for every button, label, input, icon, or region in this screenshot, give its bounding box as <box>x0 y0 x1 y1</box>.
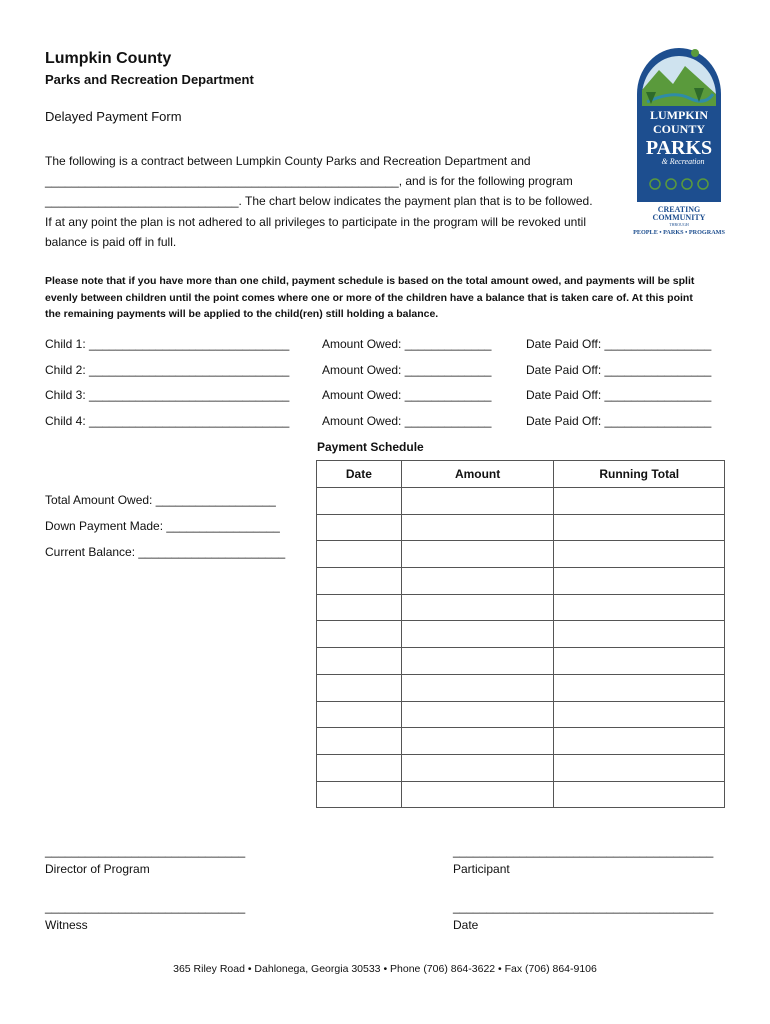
logo-tagline-community: COMMUNITY <box>652 213 706 222</box>
column-header-date: Date <box>317 461 402 488</box>
date-cell[interactable] <box>317 781 402 808</box>
child-1-date-paid-off[interactable]: Date Paid Off: ________________ <box>526 337 712 351</box>
schedule-header-row <box>317 461 725 488</box>
amount-cell[interactable] <box>401 488 554 515</box>
schedule-row <box>317 781 725 808</box>
child-2-field[interactable]: Child 2: ______________________________ <box>45 363 290 377</box>
date-cell[interactable] <box>317 541 402 568</box>
footer-contact: 365 Riley Road • Dahlonega, Georgia 30533 • Phone (706) 864-3622 • Fax (706) 864-9106 <box>173 963 597 975</box>
schedule-row <box>317 594 725 621</box>
participant-label: Participant <box>453 862 510 876</box>
running-total-cell[interactable] <box>554 674 725 701</box>
logo-tagline-ppp: PEOPLE • PARKS • PROGRAMS <box>633 229 725 236</box>
payment-schedule-table <box>316 460 725 808</box>
logo-text-county: COUNTY <box>652 122 706 136</box>
contract-line-5: balance is paid off in full. <box>45 234 177 249</box>
director-label: Director of Program <box>45 862 150 876</box>
county-title: Lumpkin County <box>45 50 172 67</box>
running-total-cell[interactable] <box>554 514 725 541</box>
child-3-date-paid-off[interactable]: Date Paid Off: ________________ <box>526 388 712 402</box>
schedule-row <box>317 621 725 648</box>
contract-line-4: If at any point the plan is not adhered to all privileges to participate in the program will be revoked until <box>45 214 586 229</box>
amount-cell[interactable] <box>401 728 554 755</box>
child-4-amount-owed[interactable]: Amount Owed: _____________ <box>322 414 492 428</box>
date-cell[interactable] <box>317 701 402 728</box>
logo-text-parks: PARKS <box>645 137 713 159</box>
date-cell[interactable] <box>317 648 402 675</box>
date-cell[interactable] <box>317 674 402 701</box>
schedule-row <box>317 514 725 541</box>
schedule-row <box>317 701 725 728</box>
child-4-field[interactable]: Child 4: ______________________________ <box>45 414 290 428</box>
amount-cell[interactable] <box>401 701 554 728</box>
amount-cell[interactable] <box>401 594 554 621</box>
amount-cell[interactable] <box>401 621 554 648</box>
running-total-cell[interactable] <box>554 594 725 621</box>
logo-sun-icon <box>691 49 699 57</box>
contract-line-2-participant-field[interactable]: _____________________________________________________, and is for the following program <box>45 174 573 189</box>
date-signature-line[interactable]: _______________________________________ <box>453 900 714 914</box>
child-1-field[interactable]: Child 1: ______________________________ <box>45 337 290 351</box>
schedule-row <box>317 648 725 675</box>
schedule-row <box>317 754 725 781</box>
date-cell[interactable] <box>317 754 402 781</box>
contract-line-3-program-field[interactable]: _____________________________. The chart below indicates the payment plan that is to be followed. <box>45 194 593 209</box>
running-total-cell[interactable] <box>554 541 725 568</box>
note-line-1: Please note that if you have more than one child, payment schedule is based on the total amount owed, and payments will be split <box>45 275 695 287</box>
witness-signature-line[interactable]: ______________________________ <box>45 900 246 914</box>
running-total-cell[interactable] <box>554 648 725 675</box>
date-cell[interactable] <box>317 621 402 648</box>
date-cell[interactable] <box>317 568 402 595</box>
current-balance-field[interactable]: Current Balance: ______________________ <box>45 545 286 559</box>
amount-cell[interactable] <box>401 674 554 701</box>
schedule-row <box>317 541 725 568</box>
running-total-cell[interactable] <box>554 488 725 515</box>
logo-tagline-creating: CREATING <box>657 205 701 214</box>
participant-signature-line[interactable]: _______________________________________ <box>453 844 714 858</box>
logo-text-lumpkin: LUMPKIN <box>650 108 708 122</box>
column-header-amount: Amount <box>401 461 554 488</box>
child-1-amount-owed[interactable]: Amount Owed: _____________ <box>322 337 492 351</box>
contract-line-1: The following is a contract between Lumpkin County Parks and Recreation Department and <box>45 154 531 168</box>
director-signature-line[interactable]: ______________________________ <box>45 844 246 858</box>
down-payment-field[interactable]: Down Payment Made: _________________ <box>45 519 280 533</box>
column-header-running-total: Running Total <box>554 461 725 488</box>
child-2-date-paid-off[interactable]: Date Paid Off: ________________ <box>526 363 712 377</box>
amount-cell[interactable] <box>401 781 554 808</box>
payment-schedule-title: Payment Schedule <box>317 440 424 454</box>
schedule-row <box>317 488 725 515</box>
date-label: Date <box>453 918 479 932</box>
lumpkin-parks-logo <box>633 44 725 236</box>
date-cell[interactable] <box>317 488 402 515</box>
child-3-amount-owed[interactable]: Amount Owed: _____________ <box>322 388 492 402</box>
schedule-row <box>317 568 725 595</box>
schedule-row <box>317 728 725 755</box>
running-total-cell[interactable] <box>554 781 725 808</box>
witness-label: Witness <box>45 918 88 932</box>
running-total-cell[interactable] <box>554 728 725 755</box>
child-2-amount-owed[interactable]: Amount Owed: _____________ <box>322 363 492 377</box>
child-4-date-paid-off[interactable]: Date Paid Off: ________________ <box>526 414 712 428</box>
contract-paragraph <box>45 151 630 252</box>
multi-child-note <box>45 273 730 323</box>
amount-cell[interactable] <box>401 754 554 781</box>
amount-cell[interactable] <box>401 568 554 595</box>
schedule-row <box>317 674 725 701</box>
date-cell[interactable] <box>317 728 402 755</box>
note-line-2: evenly between children until the point comes where one or more of the children have a balance that is taken care of. At this point <box>45 291 693 304</box>
running-total-cell[interactable] <box>554 621 725 648</box>
date-cell[interactable] <box>317 594 402 621</box>
running-total-cell[interactable] <box>554 701 725 728</box>
running-total-cell[interactable] <box>554 568 725 595</box>
note-line-3: the remaining payments will be applied to the child(ren) still holding a balance. <box>45 308 439 320</box>
logo-tagline-through: THROUGH <box>669 222 689 227</box>
total-amount-owed-field[interactable]: Total Amount Owed: __________________ <box>45 493 276 507</box>
department-title: Parks and Recreation Department <box>45 72 254 87</box>
amount-cell[interactable] <box>401 541 554 568</box>
amount-cell[interactable] <box>401 514 554 541</box>
child-3-field[interactable]: Child 3: ______________________________ <box>45 388 290 402</box>
form-title: Delayed Payment Form <box>45 109 182 124</box>
date-cell[interactable] <box>317 514 402 541</box>
logo-text-recreation: & Recreation <box>661 157 705 166</box>
running-total-cell[interactable] <box>554 754 725 781</box>
amount-cell[interactable] <box>401 648 554 675</box>
